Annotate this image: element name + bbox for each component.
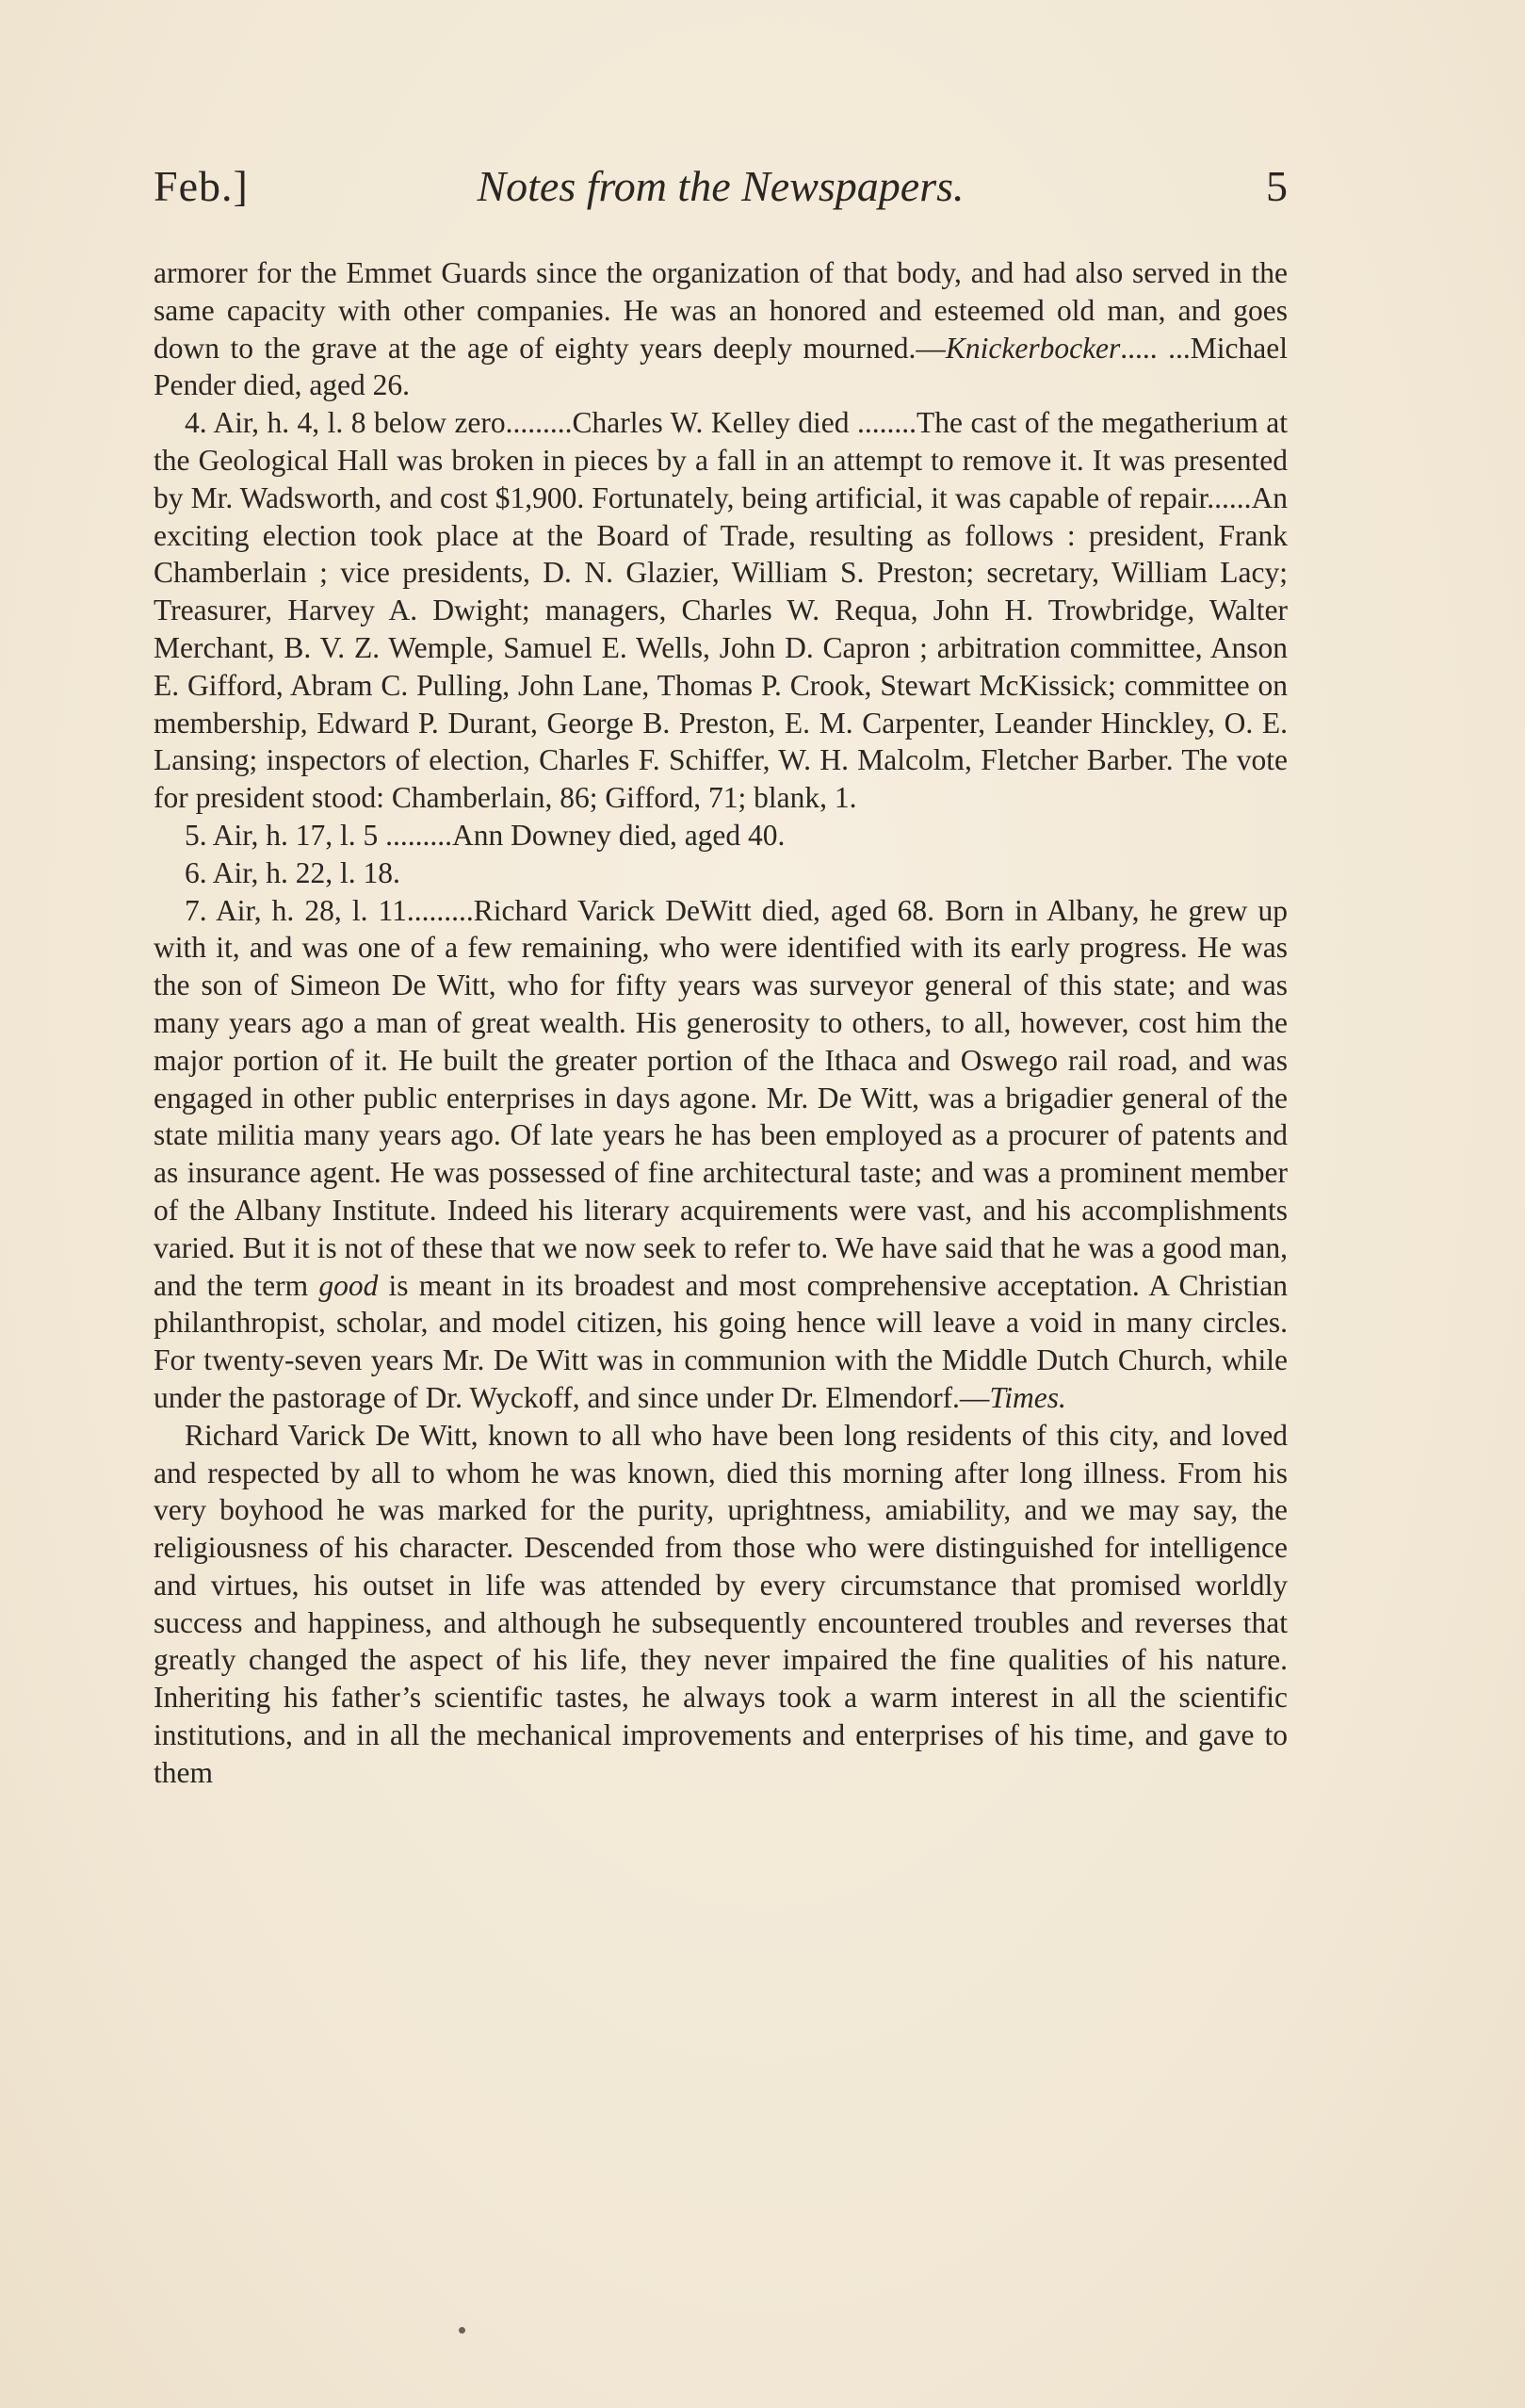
paragraph-1 [154,254,1288,404]
paragraph-2 [154,404,1288,817]
paragraph-5 [154,892,1288,1417]
paragraph-5-text-mid: is meant in its broadest and most comprehensive acceptation. A Christian philanthropist, scholar, and model citizen, his going hence will leave a void in many circles. For twenty-seven years Mr. De Witt was in communion with the Middle Dutch Church, while under the pastorage of Dr. Wyckoff, and since under Dr. Elmendorf.— [154,1268,1288,1414]
paragraph-6-text: Richard Varick De Witt, known to all who have been long residents of this city, and loved and respected by all to whom he was known, died this morning after long illness. From his very boyhood he was marked for the purity, uprightness, amiability, and we may say, the religiousness of his character. Descended from those who were distinguished for intelligence and virtues, his outset in life was attended by every circumstance that promised worldly success and happiness, and although he subsequently encountered troubles and reverses that greatly changed the aspect of his life, they never impaired the fine qualities of his nature. Inheriting his father’s scientific tastes, he always took a warm interest in all the scientific institutions, and in all the mechanical improvements and enterprises of his time, and gave to them [154,1418,1288,1789]
paragraph-1-italic-source: Knickerbocker [945,331,1121,365]
header-title: Notes from the Newspapers. [477,162,965,210]
paragraph-4-text: 6. Air, h. 22, l. 18. [185,855,400,889]
paragraph-5-italic-word: good [318,1268,379,1302]
paragraph-4 [154,854,1288,892]
paragraph-6 [154,1417,1288,1792]
page-number: 5 [1266,162,1288,210]
ink-speck [459,2327,465,2334]
paragraph-1-text: armorer for the Emmet Guards since the organization of that body, and had also served in the same capacity with other companies. He was an honored and esteemed old man, and goes down to the grave at the age of eighty years deeply mourned.— [154,256,1288,365]
paragraph-2-text: 4. Air, h. 4, l. 8 below zero.........Charles W. Kelley died ........The cast of the megatherium at the Geological Hall was broken in pieces by a fall in an attempt to remove it. It was presented by Mr. Wadsworth, and cost $1,900. Fortunately, being artificial, it was capable of repair......An exciting election took place at the Board of Trade, resulting as follows : president, Frank Chamberlain ; vice presidents, D. N. Glazier, William S. Preston; secretary, William Lacy; Treasurer, Harvey A. Dwight; managers, Charles W. Requa, John H. Trowbridge, Walter Merchant, B. V. Z. Wemple, Samuel E. Wells, John D. Capron ; arbitration committee, Anson E. Gifford, Abram C. Pulling, John Lane, Thomas P. Crook, Stewart McKissick; committee on membership, Edward P. Durant, George B. Preston, E. M. Carpenter, Leander Hinckley, O. E. Lansing; inspectors of election, Charles F. Schiffer, W. H. Malcolm, Fletcher Barber. The vote for president stood: Chamberlain, 86; Gifford, 71; blank, 1. [154,406,1288,815]
paragraph-1-text-end: ..... ...Michael Pender died, aged 26. [154,331,1288,402]
paragraph-5-italic-source: Times. [989,1380,1066,1414]
header-month: Feb.] [154,162,249,210]
paragraph-3-text: 5. Air, h. 17, l. 5 .........Ann Downey died, aged 40. [185,818,786,852]
paragraph-5-text: 7. Air, h. 28, l. 11.........Richard Varick DeWitt died, aged 68. Born in Albany, he grew up with it, and was one of a few remaining, who were identified with its early progress. He was the son of Simeon De Witt, who for fifty years was surveyor general of this state; and was many years ago a man of great wealth. His generosity to others, to all, however, cost him the major portion of it. He built the greater portion of the Ithaca and Oswego rail road, and was engaged in other public enterprises in days agone. Mr. De Witt, was a brigadier general of the state militia many years ago. Of late years he has been employed as a procurer of patents and as insurance agent. He was possessed of fine architectural taste; and was a prominent member of the Albany Institute. Indeed his literary acquirements were vast, and his accomplishments varied. But it is not of these that we now seek to refer to. We have said that he was a good man, and the term [154,893,1288,1302]
body-text [154,254,1288,1792]
running-header [154,158,1288,215]
paragraph-3 [154,817,1288,854]
